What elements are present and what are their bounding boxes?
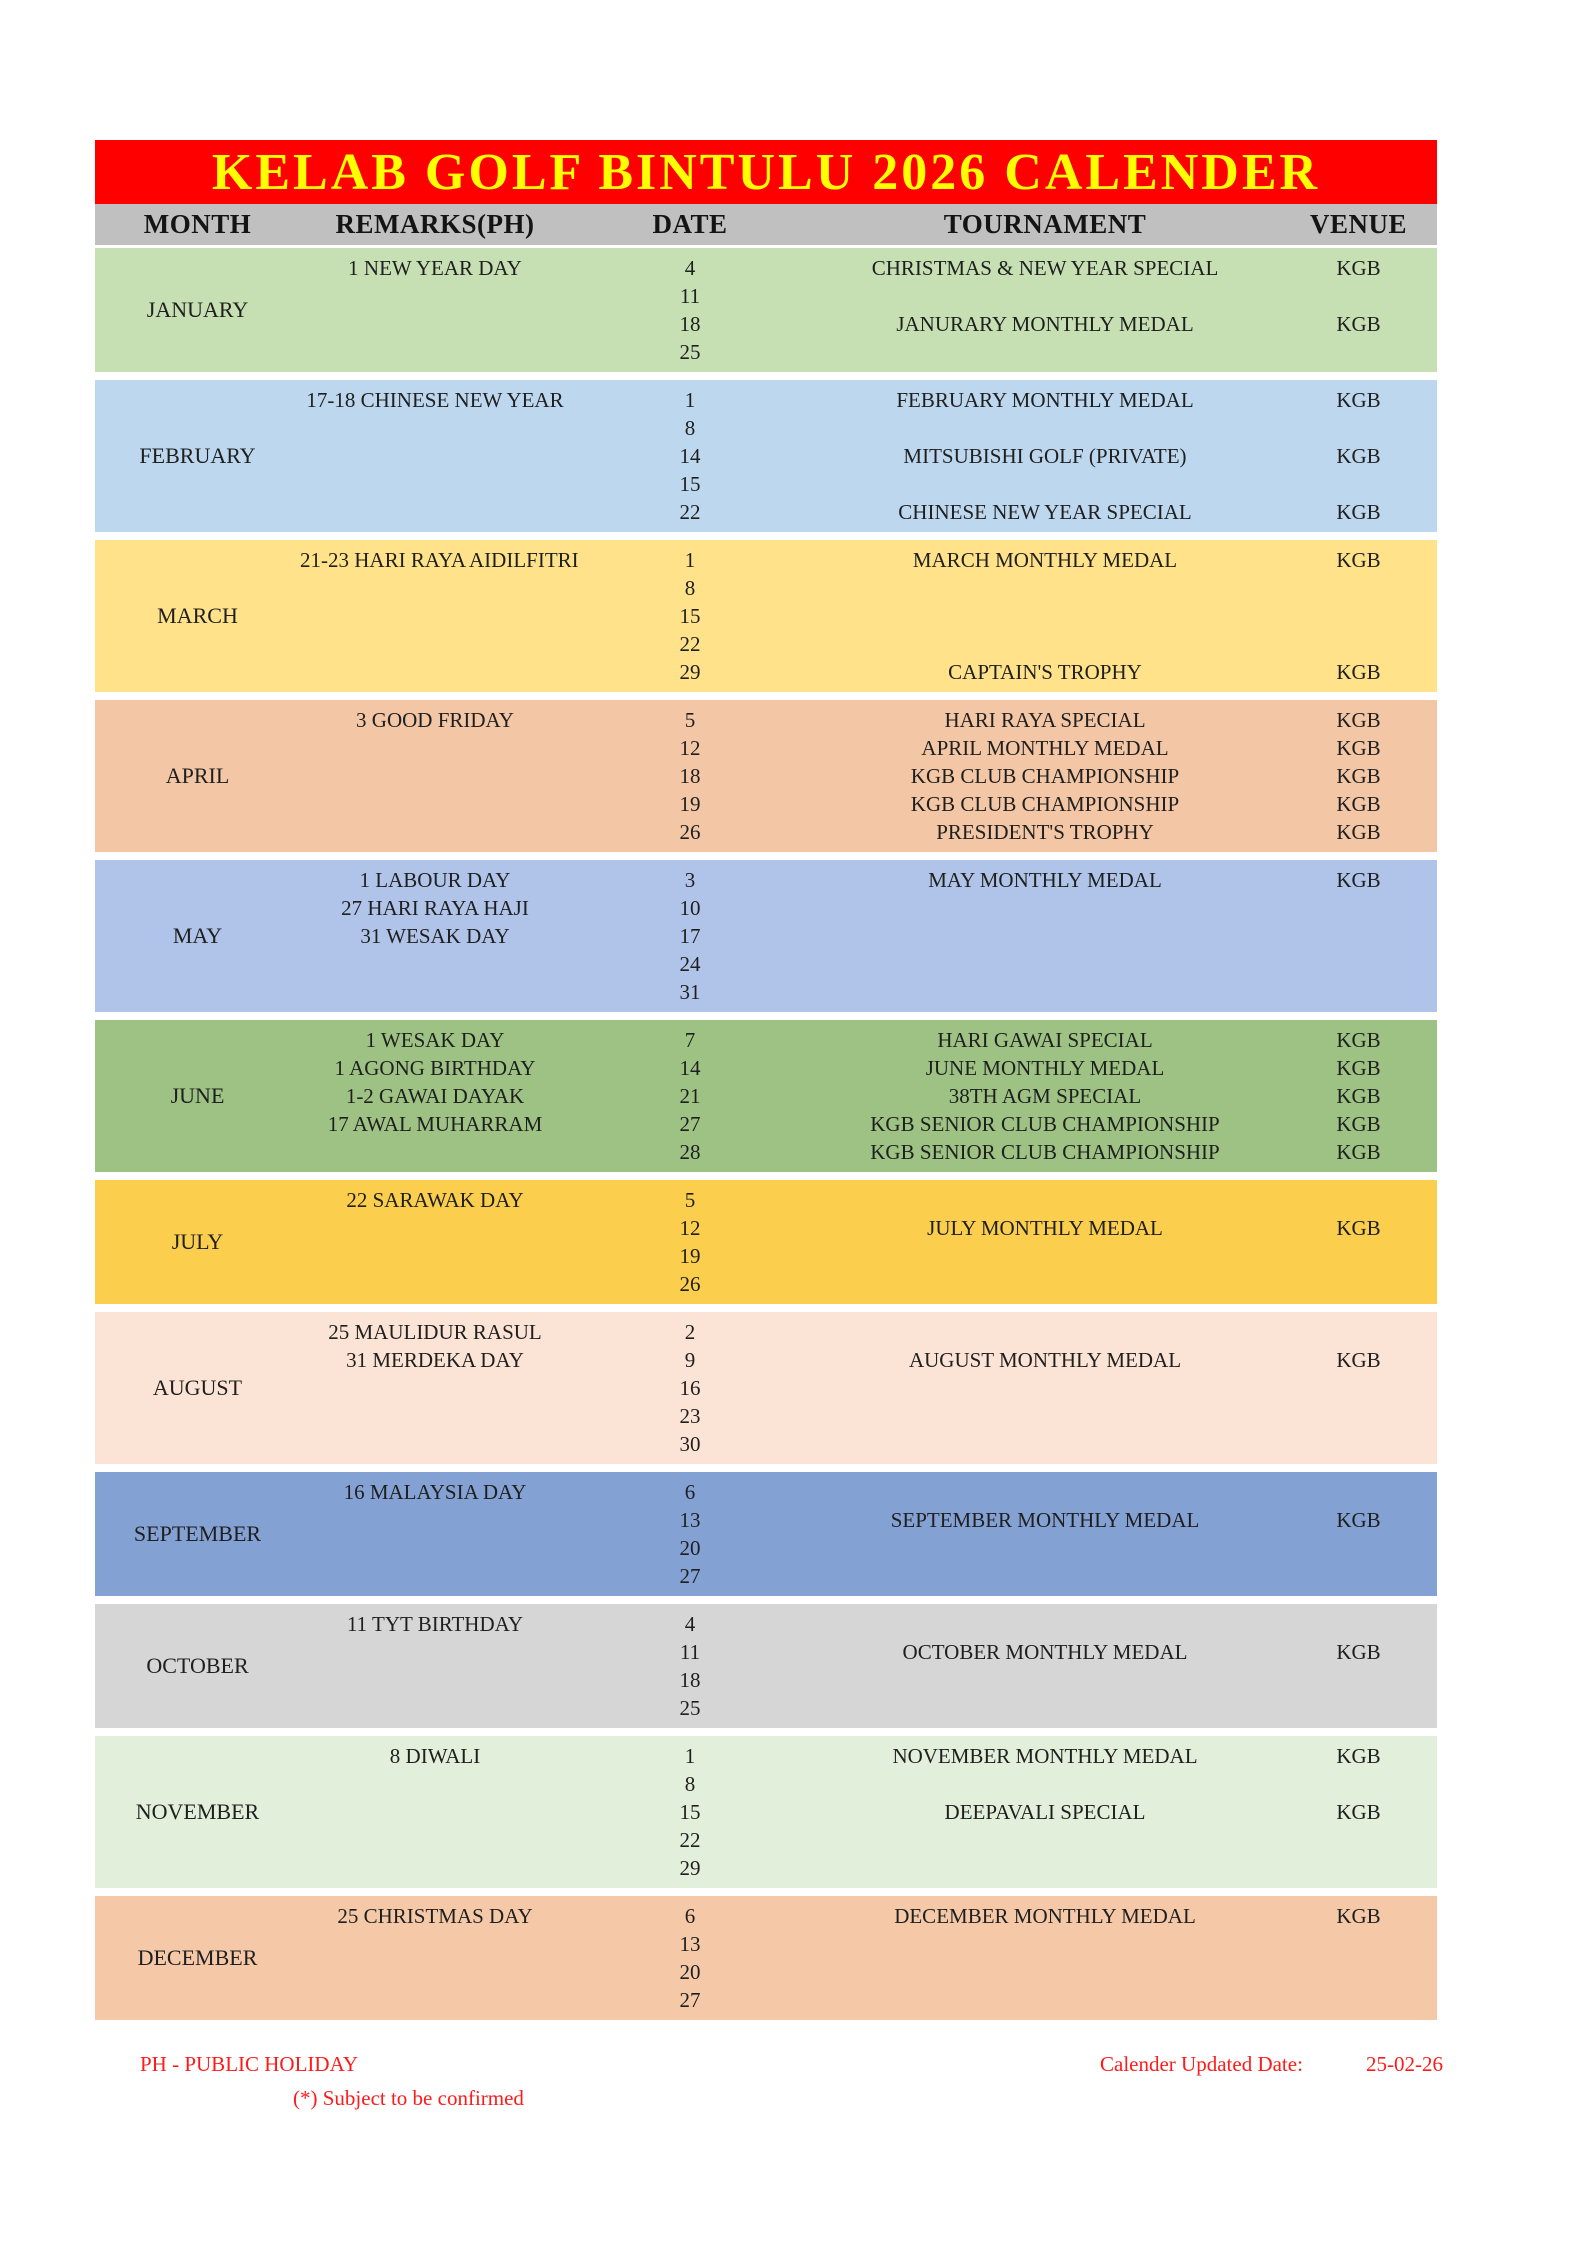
date-number: 12 bbox=[679, 736, 701, 760]
date-number: 12 bbox=[679, 1216, 701, 1240]
date-number: 22 bbox=[679, 632, 701, 656]
remark-text: 1-2 GAWAI DAYAK bbox=[345, 1084, 525, 1108]
date-number: 5 bbox=[684, 1188, 696, 1212]
remark-text: 22 SARAWAK DAY bbox=[346, 1188, 524, 1212]
date-number: 10 bbox=[679, 896, 701, 920]
tournament-name: JUNE MONTHLY MEDAL bbox=[925, 1056, 1165, 1080]
remark-text: 3 GOOD FRIDAY bbox=[356, 708, 514, 732]
date-number: 20 bbox=[679, 1960, 701, 1984]
venue-name: KGB bbox=[1336, 1800, 1381, 1824]
date-number: 15 bbox=[679, 604, 701, 628]
date-number: 1 bbox=[684, 388, 696, 412]
month-row-august bbox=[95, 1312, 1437, 1464]
date-number: 5 bbox=[684, 708, 696, 732]
date-number: 21 bbox=[679, 1084, 701, 1108]
date-number: 15 bbox=[679, 1800, 701, 1824]
remark-text: 27 HARI RAYA HAJI bbox=[341, 896, 529, 920]
date-number: 8 bbox=[684, 416, 696, 440]
date-number: 27 bbox=[679, 1988, 701, 2012]
date-number: 27 bbox=[679, 1564, 701, 1588]
venue-name: KGB bbox=[1336, 312, 1381, 336]
date-number: 17 bbox=[679, 924, 701, 948]
month-row-september bbox=[95, 1472, 1437, 1596]
month-row-march bbox=[95, 540, 1437, 692]
month-row-january bbox=[95, 248, 1437, 372]
date-number: 11 bbox=[679, 1640, 701, 1664]
venue-name: KGB bbox=[1336, 708, 1381, 732]
updated-date-value: 25-02-26 bbox=[1366, 2052, 1443, 2076]
date-number: 25 bbox=[679, 1696, 701, 1720]
tournament-name: 38TH AGM SPECIAL bbox=[948, 1084, 1142, 1108]
table-header-row bbox=[95, 204, 1437, 245]
title-bar bbox=[95, 140, 1437, 204]
remark-text: 1 AGONG BIRTHDAY bbox=[334, 1056, 536, 1080]
tournament-name: KGB CLUB CHAMPIONSHIP bbox=[910, 764, 1180, 788]
date-number: 18 bbox=[679, 312, 701, 336]
month-name: DECEMBER bbox=[137, 1945, 258, 1970]
venue-name: KGB bbox=[1336, 1640, 1381, 1664]
tournament-name: PRESIDENT'S TROPHY bbox=[936, 820, 1154, 844]
tournament-name: SEPTEMBER MONTHLY MEDAL bbox=[890, 1508, 1200, 1532]
venue-name: KGB bbox=[1336, 548, 1381, 572]
tournament-name: MARCH MONTHLY MEDAL bbox=[912, 548, 1178, 572]
tournament-name: JANURARY MONTHLY MEDAL bbox=[896, 312, 1194, 336]
venue-name: KGB bbox=[1336, 500, 1381, 524]
date-number: 15 bbox=[679, 472, 701, 496]
remark-text: 1 LABOUR DAY bbox=[359, 868, 511, 892]
tournament-name: OCTOBER MONTHLY MEDAL bbox=[902, 1640, 1188, 1664]
updated-date-label: Calender Updated Date: bbox=[1100, 2052, 1303, 2076]
month-name: APRIL bbox=[165, 763, 230, 788]
date-number: 26 bbox=[679, 1272, 701, 1296]
date-number: 26 bbox=[679, 820, 701, 844]
remark-text: 16 MALAYSIA DAY bbox=[343, 1480, 527, 1504]
date-number: 14 bbox=[679, 1056, 701, 1080]
tournament-name: CHINESE NEW YEAR SPECIAL bbox=[898, 500, 1192, 524]
date-number: 19 bbox=[679, 792, 701, 816]
remark-text: 17-18 CHINESE NEW YEAR bbox=[306, 388, 564, 412]
column-header-remarks-ph: REMARKS(PH) bbox=[335, 209, 535, 239]
month-row-july bbox=[95, 1180, 1437, 1304]
remark-text: 31 MERDEKA DAY bbox=[346, 1348, 524, 1372]
remark-text: 31 WESAK DAY bbox=[360, 924, 510, 948]
month-blocks bbox=[95, 248, 1437, 2020]
month-name: NOVEMBER bbox=[135, 1799, 260, 1824]
tournament-name: JULY MONTHLY MEDAL bbox=[927, 1216, 1163, 1240]
column-header-month: MONTH bbox=[143, 209, 252, 239]
date-number: 6 bbox=[684, 1480, 696, 1504]
date-number: 7 bbox=[684, 1028, 696, 1052]
venue-name: KGB bbox=[1336, 444, 1381, 468]
venue-name: KGB bbox=[1336, 1028, 1381, 1052]
tournament-name: APRIL MONTHLY MEDAL bbox=[921, 736, 1169, 760]
date-number: 25 bbox=[679, 340, 701, 364]
venue-name: KGB bbox=[1336, 1904, 1381, 1928]
date-number: 13 bbox=[679, 1508, 701, 1532]
date-number: 14 bbox=[679, 444, 701, 468]
month-row-november bbox=[95, 1736, 1437, 1888]
date-number: 4 bbox=[684, 1612, 696, 1636]
calendar-table bbox=[95, 140, 1437, 2028]
month-name: FEBRUARY bbox=[139, 443, 256, 468]
venue-name: KGB bbox=[1336, 820, 1381, 844]
month-name: AUGUST bbox=[152, 1375, 243, 1400]
ph-legend-note: PH - PUBLIC HOLIDAY bbox=[140, 2052, 358, 2076]
venue-name: KGB bbox=[1336, 736, 1381, 760]
month-name: OCTOBER bbox=[146, 1653, 249, 1678]
month-row-june bbox=[95, 1020, 1437, 1172]
venue-name: KGB bbox=[1336, 1216, 1381, 1240]
month-row-december bbox=[95, 1896, 1437, 2020]
date-number: 9 bbox=[684, 1348, 696, 1372]
subject-confirmed-note: (*) Subject to be confirmed bbox=[293, 2086, 524, 2110]
month-row-april bbox=[95, 700, 1437, 852]
venue-name: KGB bbox=[1336, 1508, 1381, 1532]
date-number: 29 bbox=[679, 1856, 701, 1880]
date-number: 31 bbox=[679, 980, 701, 1004]
venue-name: KGB bbox=[1336, 764, 1381, 788]
venue-name: KGB bbox=[1336, 1744, 1381, 1768]
venue-name: KGB bbox=[1336, 388, 1381, 412]
date-number: 3 bbox=[684, 868, 696, 892]
tournament-name: MITSUBISHI GOLF (PRIVATE) bbox=[903, 444, 1187, 468]
tournament-name: KGB SENIOR CLUB CHAMPIONSHIP bbox=[870, 1140, 1220, 1164]
date-number: 27 bbox=[679, 1112, 701, 1136]
venue-name: KGB bbox=[1336, 1084, 1381, 1108]
date-number: 29 bbox=[679, 660, 701, 684]
tournament-name: HARI GAWAI SPECIAL bbox=[937, 1028, 1153, 1052]
remark-text: 11 TYT BIRTHDAY bbox=[346, 1612, 524, 1636]
date-number: 22 bbox=[679, 500, 701, 524]
tournament-name: KGB SENIOR CLUB CHAMPIONSHIP bbox=[870, 1112, 1220, 1136]
date-number: 30 bbox=[679, 1432, 701, 1456]
date-number: 18 bbox=[679, 1668, 701, 1692]
tournament-name: CAPTAIN'S TROPHY bbox=[948, 660, 1142, 684]
date-number: 11 bbox=[679, 284, 701, 308]
tournament-name: MAY MONTHLY MEDAL bbox=[928, 868, 1162, 892]
column-header-venue: VENUE bbox=[1309, 209, 1407, 239]
page-title: KELAB GOLF BINTULU 2026 CALENDER bbox=[211, 143, 1321, 201]
month-row-february bbox=[95, 380, 1437, 532]
remark-text: 25 MAULIDUR RASUL bbox=[328, 1320, 542, 1344]
date-number: 1 bbox=[684, 1744, 696, 1768]
date-number: 18 bbox=[679, 764, 701, 788]
date-number: 13 bbox=[679, 1932, 701, 1956]
venue-name: KGB bbox=[1336, 1140, 1381, 1164]
date-number: 1 bbox=[684, 548, 696, 572]
date-number: 4 bbox=[684, 256, 696, 280]
date-number: 8 bbox=[684, 576, 696, 600]
venue-name: KGB bbox=[1336, 868, 1381, 892]
remark-text: 1 NEW YEAR DAY bbox=[348, 256, 522, 280]
month-name: JULY bbox=[171, 1229, 224, 1254]
venue-name: KGB bbox=[1336, 1112, 1381, 1136]
date-number: 22 bbox=[679, 1828, 701, 1852]
date-number: 20 bbox=[679, 1536, 701, 1560]
tournament-name: NOVEMBER MONTHLY MEDAL bbox=[892, 1744, 1198, 1768]
tournament-name: KGB CLUB CHAMPIONSHIP bbox=[910, 792, 1180, 816]
venue-name: KGB bbox=[1336, 1348, 1381, 1372]
tournament-name: DEEPAVALI SPECIAL bbox=[944, 1800, 1146, 1824]
month-row-october bbox=[95, 1604, 1437, 1728]
month-name: MAY bbox=[172, 923, 223, 948]
column-header-tournament: TOURNAMENT bbox=[943, 209, 1147, 239]
month-name: MARCH bbox=[157, 603, 238, 628]
remark-text: 21-23 HARI RAYA AIDILFITRI bbox=[300, 548, 579, 572]
remark-text: 17 AWAL MUHARRAM bbox=[327, 1112, 543, 1136]
tournament-name: HARI RAYA SPECIAL bbox=[944, 708, 1146, 732]
month-name: SEPTEMBER bbox=[133, 1521, 262, 1546]
remark-text: 25 CHRISTMAS DAY bbox=[337, 1904, 533, 1928]
venue-name: KGB bbox=[1336, 660, 1381, 684]
month-name: JUNE bbox=[170, 1083, 225, 1108]
tournament-name: CHRISTMAS & NEW YEAR SPECIAL bbox=[871, 256, 1219, 280]
remark-text: 1 WESAK DAY bbox=[365, 1028, 505, 1052]
tournament-name: FEBRUARY MONTHLY MEDAL bbox=[896, 388, 1194, 412]
venue-name: KGB bbox=[1336, 1056, 1381, 1080]
tournament-name: AUGUST MONTHLY MEDAL bbox=[908, 1348, 1182, 1372]
date-number: 8 bbox=[684, 1772, 696, 1796]
date-number: 28 bbox=[679, 1140, 701, 1164]
venue-name: KGB bbox=[1336, 256, 1381, 280]
date-number: 16 bbox=[679, 1376, 701, 1400]
column-header-date: DATE bbox=[652, 209, 728, 239]
date-number: 6 bbox=[684, 1904, 696, 1928]
venue-name: KGB bbox=[1336, 792, 1381, 816]
tournament-name: DECEMBER MONTHLY MEDAL bbox=[894, 1904, 1196, 1928]
date-number: 2 bbox=[684, 1320, 696, 1344]
month-row-may bbox=[95, 860, 1437, 1012]
date-number: 23 bbox=[679, 1404, 701, 1428]
date-number: 19 bbox=[679, 1244, 701, 1268]
remark-text: 8 DIWALI bbox=[389, 1744, 481, 1768]
month-name: JANUARY bbox=[146, 297, 249, 322]
date-number: 24 bbox=[679, 952, 701, 976]
